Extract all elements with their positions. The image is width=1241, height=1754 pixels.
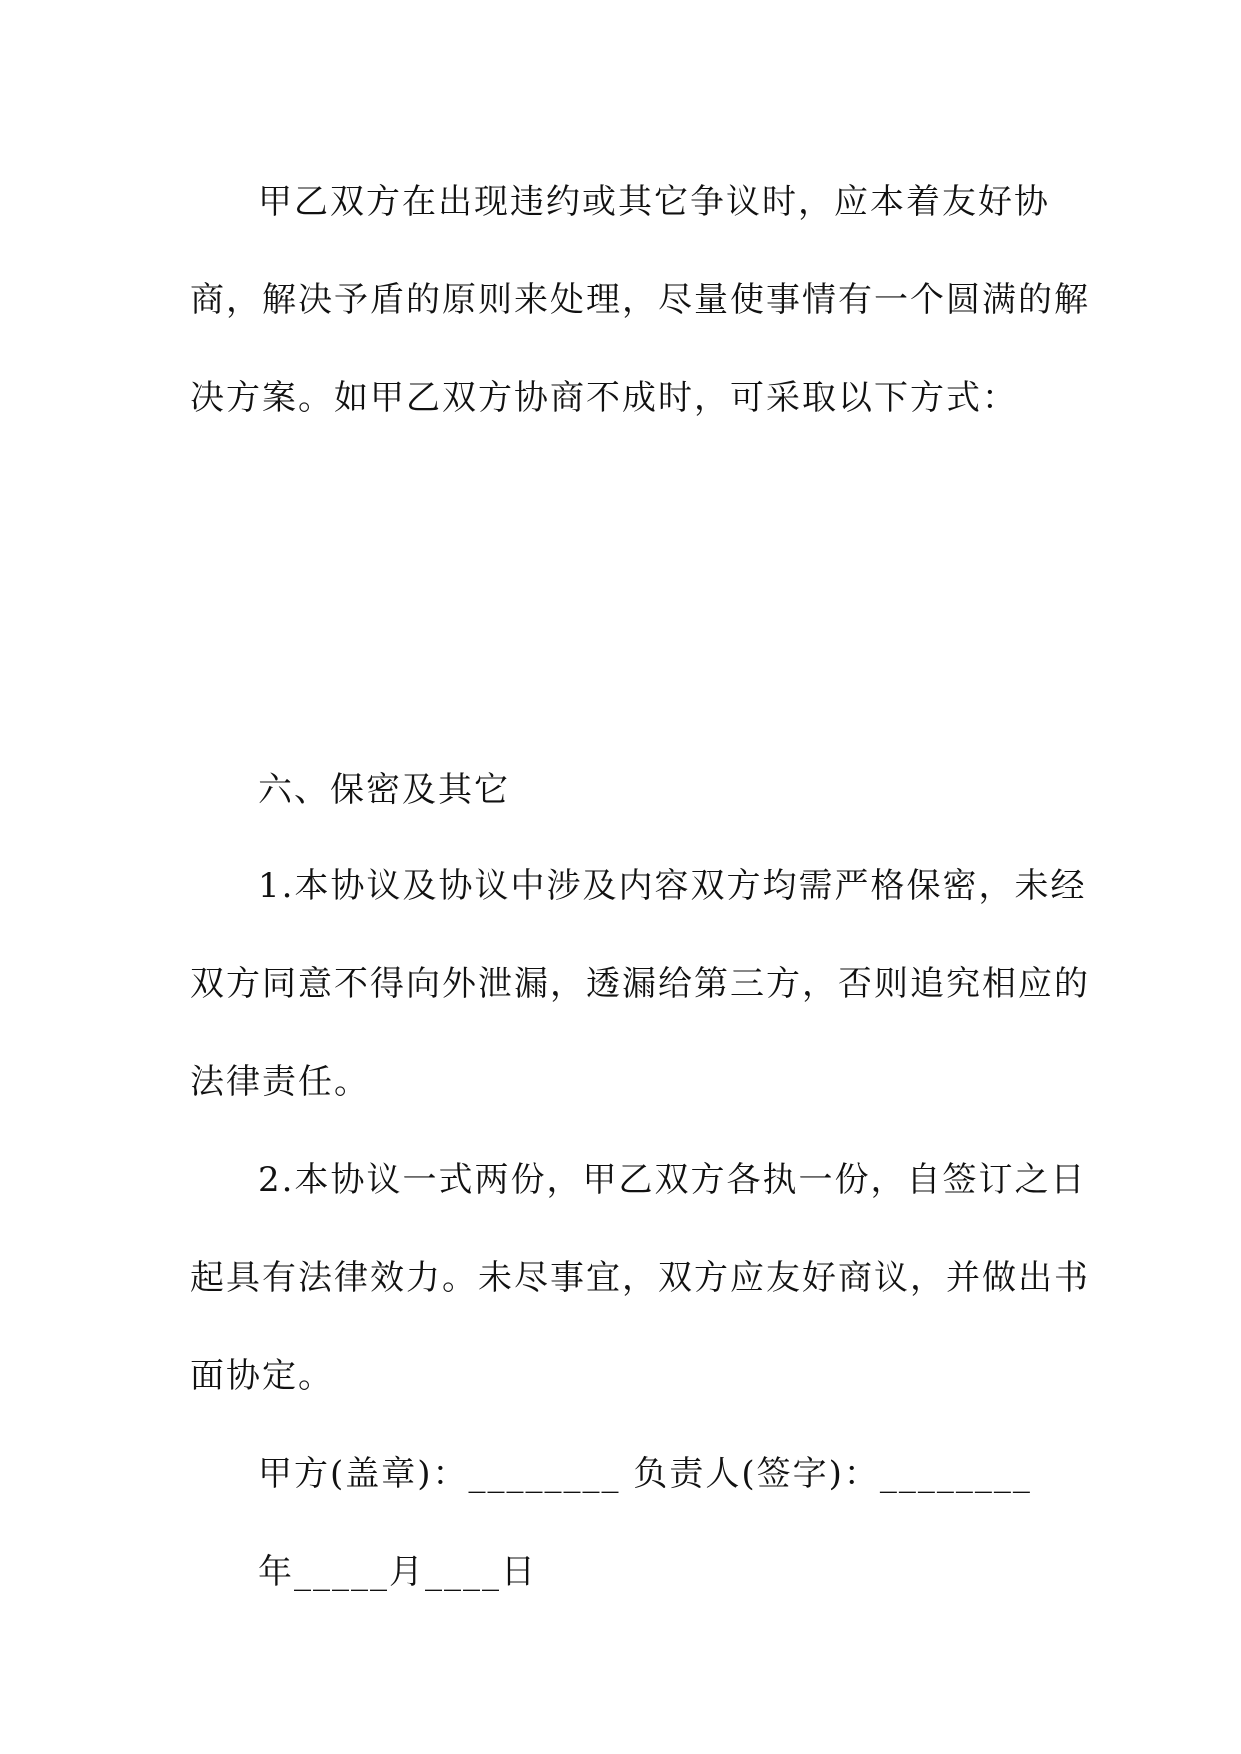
paragraph-line: 决方案。如甲乙双方协商不成时，可采取以下方式： [190, 378, 1018, 418]
section-heading: 六、保密及其它 [258, 770, 510, 810]
paragraph-line: 2.本协议一式两份，甲乙双方各执一份，自签订之日 [258, 1160, 1087, 1200]
paragraph-line: 起具有法律效力。未尽事宜，双方应友好商议，并做出书 [190, 1258, 1090, 1298]
paragraph-line: 甲乙双方在出现违约或其它争议时，应本着友好协 [258, 182, 1050, 222]
paragraph-line: 法律责任。 [190, 1062, 370, 1102]
paragraph-line: 面协定。 [190, 1356, 334, 1396]
paragraph-line: 商，解决予盾的原则来处理，尽量使事情有一个圆满的解 [190, 280, 1090, 320]
signature-line: 甲方(盖章)：________ 负责人(签字)：________ [258, 1454, 1032, 1494]
date-line: 年_____月____日 [258, 1552, 537, 1592]
paragraph-line: 双方同意不得向外泄漏，透漏给第三方，否则追究相应的 [190, 964, 1090, 1004]
paragraph-line: 1.本协议及协议中涉及内容双方均需严格保密，未经 [258, 866, 1087, 906]
